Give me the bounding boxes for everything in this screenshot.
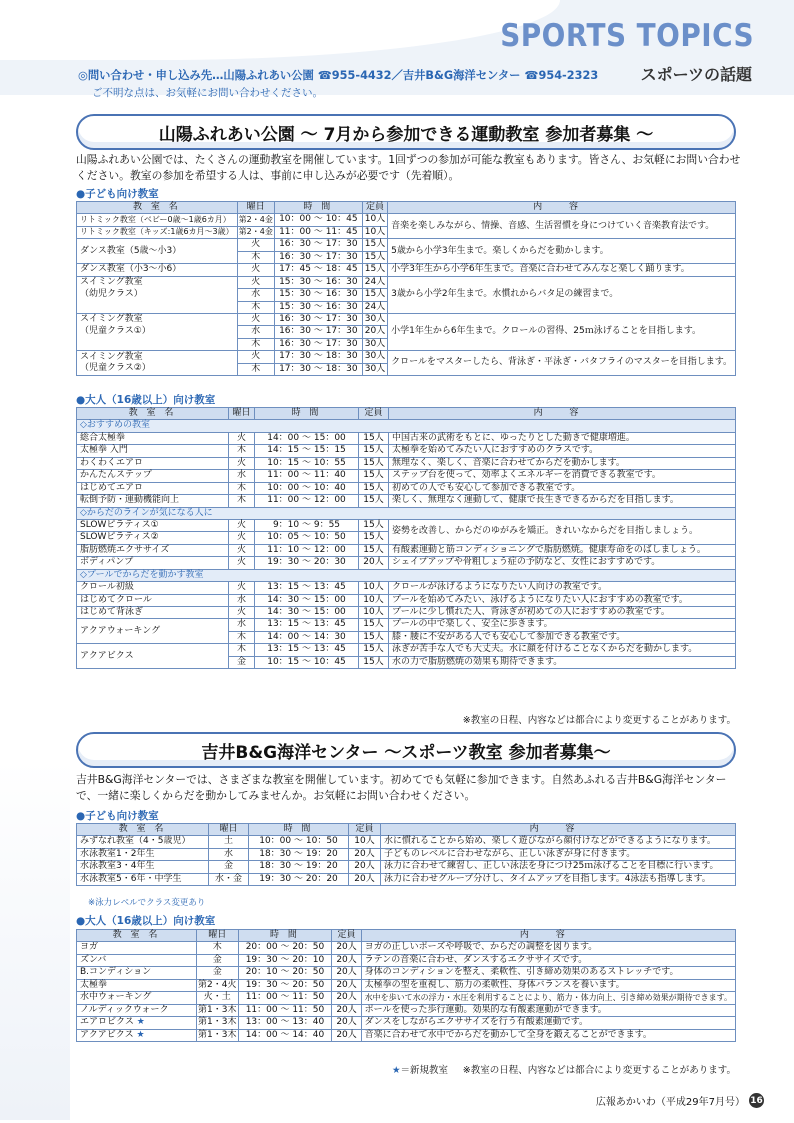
table-header-row [77,408,736,420]
class-description: 初めての人でも安心して参加できる教室です。 [389,482,736,494]
table-row [77,644,736,656]
class-name: スイミング教室 [77,276,238,288]
class-description: 太極拳の型を重視し、筋力の柔軟性、身体バランスを養います。 [361,979,735,991]
subgroup-heading: ◇プールでからだを動かす教室 [77,569,736,581]
class-capacity: 20人 [359,557,389,569]
table-row [77,942,736,954]
sanyo-intro: 山陽ふれあい公園では、たくさんの運動教室を開催しています。1回ずつの参加が可能な教室もあります。皆さん、お気軽にお問い合わせください。教室の参加を希望する人は、事前に申し込みが必要です（先着順）。 [76,153,741,182]
yoshii-kids-note: ※泳力レベルでクラス変更あり [88,898,206,908]
class-day: 火 [229,532,255,544]
class-description: 有酸素運動と筋コンディショニングで脂肪燃焼。健康寿命をのばしましょう。 [389,544,736,556]
class-description: 5歳から小学3年生まで。楽しくからだを動かします。 [388,239,736,264]
class-description: 音楽に合わせて水中でからだを動かして全身を鍛えることができます。 [361,1029,735,1041]
class-time: 10：15 ～ 10：45 [255,656,359,668]
col-header: 教 室 名 [77,824,209,836]
class-description: 太極拳を始めてみたい人におすすめのクラスです。 [389,445,736,457]
table-row [77,470,736,482]
new-star-icon: ★ [136,1029,145,1040]
class-description: クロールが泳げるようになりたい人向けの教室です。 [389,582,736,594]
class-day: 第1・3木 [198,1017,237,1028]
sanyo-note: ※教室の日程、内容などは都合により変更することがあります。 [462,715,736,726]
class-name: ノルディックウォーク [77,1004,197,1016]
class-name: はじめてエアロ [77,482,229,494]
table-header-row [77,930,736,942]
class-day: 木 [229,482,255,494]
table-row [77,214,736,226]
class-capacity: 10人 [359,582,389,594]
table-row [77,445,736,457]
class-capacity: 15人 [359,532,389,544]
class-time: 15：30 ～ 16：30 [274,289,362,301]
class-time: 17：45 ～ 18：45 [274,264,362,276]
col-header: 時 間 [255,408,359,420]
class-name: SLOWピラティス② [77,532,229,544]
subgroup-heading: ◇からだのラインが気になる人に [77,507,736,519]
class-time: 16：30 ～ 17：30 [274,338,362,350]
class-name: 太極拳 入門 [77,445,229,457]
class-description: プールの中で楽しく、安全に歩きます。 [389,619,736,631]
table-row [77,519,736,531]
table-row [77,313,736,325]
class-name: 水泳教室3・4年生 [77,861,209,873]
class-time: 10：05 ～ 10：50 [255,532,359,544]
class-day: 金 [229,656,255,668]
class-capacity: 30人 [362,363,387,375]
class-description: 身体のコンディションを整え、柔軟性、引き締め効果のあるストレッチです。 [361,967,735,979]
table-row [77,495,736,507]
sanyo-kids-label: ●子ども向け教室 [76,188,159,200]
class-capacity: 15人 [359,644,389,656]
class-capacity: 10人 [349,836,381,848]
table-row [77,836,736,848]
class-time: 11：00 ～ 11：45 [274,226,362,238]
class-capacity: 15人 [359,544,389,556]
class-time: 13：00 ～ 13：40 [238,1017,332,1029]
class-time: 11：00 ～ 11：40 [255,470,359,482]
class-capacity: 15人 [362,251,387,263]
class-description: 姿勢を改善し、からだのゆがみを矯正。きれいなからだを目指しましょう。 [389,519,736,544]
class-day: 火 [229,582,255,594]
class-day: 第1・3木 [198,1029,237,1040]
class-day: 木 [229,445,255,457]
class-capacity: 15人 [359,631,389,643]
class-description: 小学3年生から小学6年生まで。音楽に合わせてみんなと楽しく踊ります。 [388,264,736,276]
class-capacity: 15人 [359,432,389,444]
table-row [77,954,736,966]
class-name: 転倒予防・運動機能向上 [77,495,229,507]
class-day: 水 [209,848,249,860]
class-time: 10：00 ～ 10：40 [255,482,359,494]
class-name: スイミング教室 [77,351,238,363]
col-header: 内 容 [361,930,735,942]
class-name: はじめて背泳ぎ [77,607,229,619]
col-header: 曜日 [209,824,249,836]
sanyo-kids-table [76,201,736,376]
contact-note: ご不明な点は、お気軽にお問い合わせください。 [92,87,323,99]
class-time: 16：30 ～ 17：30 [274,251,362,263]
class-name: 水泳教室5・6年・中学生 [77,873,209,885]
class-capacity: 24人 [362,301,387,313]
class-capacity: 30人 [362,313,387,325]
class-time: 16：30 ～ 17：30 [274,239,362,251]
class-day: 金 [197,954,238,966]
class-time: 11：00 ～ 12：00 [255,495,359,507]
legend-text: ＝新規教室 [400,1065,449,1076]
class-time: 14：00 ～ 14：30 [255,631,359,643]
class-name: ダンス教室（小3～小6） [77,264,238,276]
class-capacity: 15人 [359,482,389,494]
class-day: 水 [229,619,255,631]
class-day: 木 [237,301,274,313]
class-time: 15：30 ～ 16：30 [274,301,362,313]
col-header: 教 室 名 [77,202,238,214]
class-description: プールに少し慣れた人、背泳ぎが初めての人におすすめの教室です。 [389,607,736,619]
class-day: 木 [229,631,255,643]
class-day: 土 [209,836,249,848]
class-capacity: 15人 [362,239,387,251]
class-day: 火 [229,557,255,569]
class-capacity: 10人 [362,226,387,238]
class-capacity: 20人 [349,861,381,873]
table-row [77,582,736,594]
class-name: リトミック教室（キッズ:1歳6カ月～3歳） [77,226,238,238]
class-name: ズンバ [77,954,197,966]
class-name: 脂肪燃焼エクササイズ [77,544,229,556]
class-day: 第2・4金 [237,214,274,226]
class-time: 13：15 ～ 13：45 [255,582,359,594]
class-name: （児童クラス②） [77,363,238,375]
class-name: SLOWピラティス① [77,519,229,531]
class-description: 小学1年生から6年生まで。クロールの習得、25ｍ泳げることを目指します。 [388,313,736,350]
class-name: アクアウォーキング [77,619,229,644]
class-description: ポールを使った歩行運動。効果的な有酸素運動ができます。 [361,1004,735,1016]
class-day: 火 [229,457,255,469]
col-header: 曜日 [237,202,274,214]
class-time: 9：10 ～ 9：55 [255,519,359,531]
class-name: ダンス教室（5歳～小3） [77,239,238,264]
class-capacity: 10人 [362,214,387,226]
class-day: 水 [237,289,274,301]
class-time: 14：30 ～ 15：00 [255,594,359,606]
class-time: 19：30 ～ 20：50 [238,979,332,991]
class-capacity: 15人 [359,457,389,469]
table-row [77,1017,736,1029]
class-day: 第2・4火 [198,979,237,990]
table-row [77,351,736,363]
class-description: シェイプアップや骨粗しょう症の予防など、女性におすすめです。 [389,557,736,569]
class-description: 泳ぎが苦手な人でも大丈夫。水に顔を付けることなくからだを動かします。 [389,644,736,656]
class-day: 金 [209,861,249,873]
class-capacity: 24人 [362,276,387,288]
class-capacity: 20人 [332,1017,361,1029]
class-time: 18：30 ～ 19：20 [249,848,349,860]
col-header: 内 容 [388,202,736,214]
class-name: （幼児クラス） [77,289,238,301]
class-time: 16：30 ～ 17：30 [274,326,362,338]
class-time: 11：00 ～ 11：50 [238,1004,332,1016]
class-capacity: 20人 [332,992,361,1004]
class-time: 19：30 ～ 20：20 [249,873,349,885]
class-capacity: 15人 [359,445,389,457]
class-time: 17：30 ～ 18：30 [274,363,362,375]
class-day: 火 [229,519,255,531]
class-time: 20：10 ～ 20：50 [238,967,332,979]
contact-info: ◎問い合わせ・申し込み先…山陽ふれあい公園 ☎955-4432／吉井B&G海洋センター ☎954-2323 [78,69,599,82]
class-description: 3歳から小学2年生まで。水慣れからバタ足の練習まで。 [388,276,736,313]
class-time: 19：30 ～ 20：10 [238,954,332,966]
yoshii-note: ※教室の日程、内容などは都合により変更することがあります。 [462,1065,736,1076]
class-capacity: 30人 [362,351,387,363]
class-capacity: 15人 [359,495,389,507]
class-day: 木 [229,495,255,507]
class-description: ラテンの音楽に合わせ、ダンスするエクササイズです。 [361,954,735,966]
sanyo-adult-label: ●大人（16歳以上）向け教室 [76,394,216,406]
class-name: クロール初級 [77,582,229,594]
class-day: 火 [237,239,274,251]
class-description: 水の力で脂肪燃焼の効果も期待できます。 [389,656,736,668]
yoshii-adult-table [76,929,736,1042]
class-name: スイミング教室 [77,313,238,325]
class-description: ステップ台を使って、効率よくエネルギーを消費できる教室です。 [389,470,736,482]
class-capacity: 15人 [359,656,389,668]
table-row [77,276,736,288]
class-day: 木 [229,644,255,656]
class-capacity: 20人 [332,967,361,979]
col-header: 定員 [332,930,361,942]
class-description: ダンスをしながらエクササイズを行う有酸素運動です。 [361,1017,735,1029]
class-time: 11：00 ～ 11：50 [238,992,332,1004]
class-name: アクアビクス [80,1029,134,1040]
new-star-icon: ★ [136,1017,145,1028]
col-header: 定員 [362,202,387,214]
class-description: プールを始めてみたい、泳げるようになりたい人におすすめの教室です。 [389,594,736,606]
page-number: 16 [749,1093,764,1108]
sanyo-banner: 山陽ふれあい公園 ～ 7月から参加できる運動教室 参加者募集 ～ [76,114,736,150]
table-row [77,457,736,469]
class-time: 14：30 ～ 15：00 [255,607,359,619]
class-capacity: 20人 [349,873,381,885]
class-capacity: 30人 [362,338,387,350]
class-day: 水 [229,594,255,606]
footer-text: 広報あかいわ（平成29年7月号） [595,1097,745,1108]
class-name [77,301,238,313]
col-header: 時 間 [238,930,332,942]
class-capacity: 10人 [359,607,389,619]
col-header: 曜日 [229,408,255,420]
class-day: 水 [237,326,274,338]
class-day: 木 [237,251,274,263]
table-row [77,1029,736,1041]
class-capacity: 15人 [359,619,389,631]
class-time: 19：30 ～ 20：30 [255,557,359,569]
class-time: 17：30 ～ 18：30 [274,351,362,363]
class-capacity: 20人 [349,848,381,860]
class-time: 15：30 ～ 16：30 [274,276,362,288]
class-day: 水 [229,470,255,482]
class-capacity: 20人 [332,979,361,991]
class-name: はじめてクロール [77,594,229,606]
class-time: 13：15 ～ 13：45 [255,644,359,656]
class-name: 水泳教室1・2年生 [77,848,209,860]
legend [392,1062,448,1076]
class-capacity: 15人 [359,470,389,482]
class-time: 13：15 ～ 13：45 [255,619,359,631]
class-capacity: 20人 [332,1004,361,1016]
class-day: 木 [237,363,274,375]
col-header: 時 間 [274,202,362,214]
class-description: 水に慣れることから始め、楽しく遊びながら顔付けなどができるようになります。 [381,836,736,848]
class-day: 木 [197,942,238,954]
class-description: 無理なく、楽しく、音楽に合わせてからだを動かします。 [389,457,736,469]
col-header: 教 室 名 [77,930,197,942]
class-name: リトミック教室（ベビー0歳～1歳6カ月） [77,214,238,226]
class-name: B.コンディション [77,967,197,979]
class-description: 中国古来の武術をもとに、ゆったりとした動きで健康増進。 [389,432,736,444]
yoshii-kids-table [76,823,736,886]
class-day: 火 [229,607,255,619]
table-header-row [77,202,736,214]
class-day: 火 [237,351,274,363]
table-row [77,619,736,631]
class-name: エアロビクス [80,1017,134,1028]
class-time: 10：00 ～ 10：50 [249,836,349,848]
class-name: 太極拳 [77,979,197,991]
class-name: ヨガ [77,942,197,954]
class-capacity: 20人 [332,942,361,954]
class-name: ボディパンプ [77,557,229,569]
class-day: 木 [237,338,274,350]
class-description: 楽しく、無理なく運動して、健康で長生きできるからだを目指します。 [389,495,736,507]
table-row [77,873,736,885]
class-day: 火 [237,276,274,288]
class-description: 泳力に合わせグループ分けし、タイムアップを目指します。4泳法も指導します。 [381,873,736,885]
class-day: 火・土 [197,992,238,1004]
table-row [77,482,736,494]
table-row [77,1004,736,1016]
class-day: 第2・4金 [237,226,274,238]
class-time: 14：00 ～ 15：00 [255,432,359,444]
class-capacity: 20人 [362,326,387,338]
col-header: 曜日 [197,930,238,942]
class-name: 総合太極拳 [77,432,229,444]
section-title-en: SPORTS TOPICS [500,18,754,54]
class-name [77,338,238,350]
class-day: 火 [237,264,274,276]
new-star-icon: ★ [392,1065,401,1076]
class-name: （児童クラス①） [77,326,238,338]
class-name: わくわくエアロ [77,457,229,469]
table-row [77,239,736,251]
table-row [77,992,736,1004]
col-header: 定員 [349,824,381,836]
class-time: 14：15 ～ 15：15 [255,445,359,457]
class-description: 音楽を楽しみながら、情操、音感、生活習慣を身につけていく音楽教育法です。 [388,214,736,239]
class-day: 火 [229,544,255,556]
class-name: みずなれ教室（4・5歳児） [77,836,209,848]
table-header-row [77,824,736,836]
class-description: 膝・腰に不安がある人でも安心して参加できる教室です。 [389,631,736,643]
class-day: 火 [237,313,274,325]
section-title-ja: スポーツの話題 [640,65,752,84]
class-description: 水中を歩いて水の浮力・水圧を利用することにより、筋力・体力向上、引き締め効果が期待できます。 [361,992,735,1004]
class-day: 水・金 [209,873,249,885]
table-row [77,432,736,444]
class-description: 子どものレベルに合わせながら、正しい泳ぎが身に付きます。 [381,848,736,860]
class-name: かんたんステップ [77,470,229,482]
col-header: 定員 [359,408,389,420]
class-capacity: 20人 [332,954,361,966]
sanyo-adult-table [76,407,736,669]
class-day: 第1・3木 [198,1004,237,1015]
footer [596,1093,764,1108]
col-header: 時 間 [249,824,349,836]
class-time: 10：15 ～ 10：55 [255,457,359,469]
class-capacity: 15人 [362,264,387,276]
table-row [77,544,736,556]
col-header: 教 室 名 [77,408,229,420]
table-row [77,848,736,860]
class-name: 水中ウォーキング [77,992,197,1004]
table-row [77,264,736,276]
class-capacity: 20人 [332,1029,361,1041]
class-capacity: 15人 [362,289,387,301]
class-time: 10：00 ～ 10：45 [274,214,362,226]
table-row [77,557,736,569]
table-row [77,979,736,991]
table-row [77,594,736,606]
yoshii-adult-label: ●大人（16歳以上）向け教室 [76,915,216,927]
class-time: 16：30 ～ 17：30 [274,313,362,325]
subgroup-heading: ◇おすすめの教室 [77,420,736,432]
class-capacity: 10人 [359,594,389,606]
class-description: クロールをマスターしたら、背泳ぎ・平泳ぎ・バタフライのマスターを目指します。 [388,351,736,376]
class-time: 18：30 ～ 19：20 [249,861,349,873]
class-time: 20：00 ～ 20：50 [238,942,332,954]
class-day: 火 [229,432,255,444]
yoshii-banner: 吉井B&G海洋センター ～スポーツ教室 参加者募集～ [76,732,736,768]
col-header: 内 容 [381,824,736,836]
class-day: 金 [197,967,238,979]
class-time: 11：10 ～ 12：00 [255,544,359,556]
class-name: アクアビクス [77,644,229,669]
class-time: 14：00 ～ 14：40 [238,1029,332,1041]
class-description: ヨガの正しいポーズや呼吸で、からだの調整を図ります。 [361,942,735,954]
class-description: 泳力に合わせて練習し、正しい泳法を身につけ25ｍ泳げることを目標に行います。 [381,861,736,873]
table-row [77,861,736,873]
table-row [77,967,736,979]
background-decoration [0,760,70,1120]
yoshii-intro: 吉井B&G海洋センターでは、さまざまな教室を開催しています。初めてでも気軽に参加できます。自然あふれる吉井B&G海洋センターで、一緒に楽しくからだを動かしてみませんか。お気軽にお問い合わせください。 [76,773,727,802]
col-header: 内 容 [389,408,736,420]
table-row [77,607,736,619]
yoshii-kids-label: ●子ども向け教室 [76,810,159,822]
class-capacity: 15人 [359,519,389,531]
